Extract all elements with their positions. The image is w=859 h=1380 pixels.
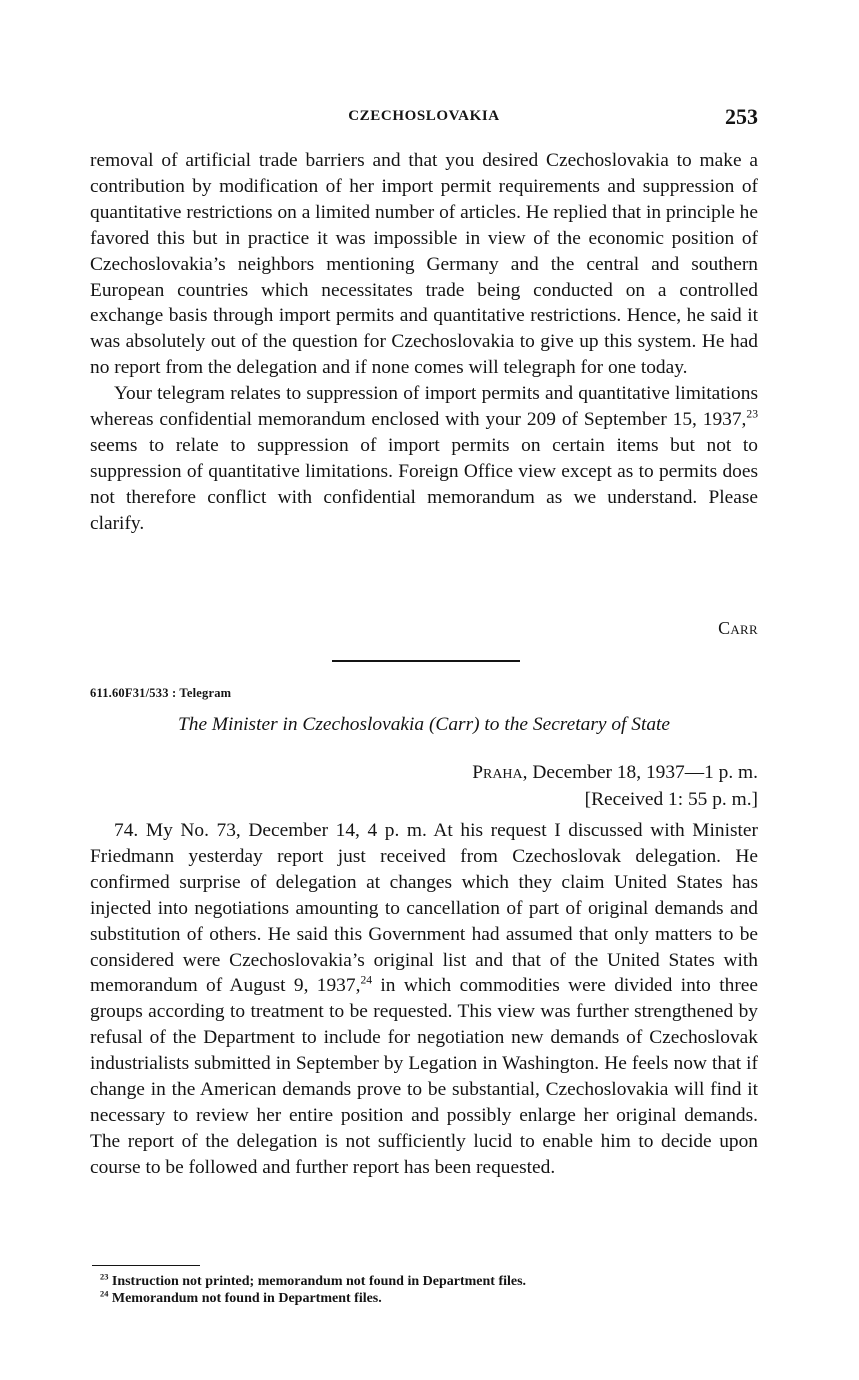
dateline-place: Praha <box>472 762 523 783</box>
dateline-date: , December 18, 1937—1 p. m. <box>522 762 758 783</box>
clarification-paragraph <box>90 381 758 536</box>
paragraph-text: 74. My No. 73, December 14, 4 p. m. At his request I discussed with Minister Friedmann yesterday report just received from Czechoslovak delegation. He confirmed surprise of delegation at changes which they claim United States has injected into negotiations amounting to cancellation of part of original demands and substitution of others. He said this Government had assumed that only matters to be considered were Czechoslovakia’s original list and that of the United States with memorandum of August 9, 1937, <box>90 820 758 997</box>
paragraph-text: seems to relate to suppression of import permits on certain items but not to suppression of quantitative limitations. Foreign Office view except as to permits does not therefore conflict with confidential memorandum as we understand. Please clarify. <box>90 434 758 534</box>
continuation-paragraph: removal of artificial trade barriers and that you desired Czechoslovakia to make a contribution by modification of her import permit requirements and suppression of quantitative restrictions on a limited number of articles. He replied that in principle he favored this but in practice it was impossible in view of the economic position of Czechoslovakia’s neighbors mentioning Germany and the central and southern European countries which necessitates trade being conducted on a controlled exchange basis through import permits and quantitative restrictions. Hence, he said it was absolutely out of the question for Czechoslovakia to give up this system. He had no report from the delegation and if none comes will telegraph for one today. <box>90 150 758 379</box>
footnote-text: Instruction not printed; memorandum not found in Department files. <box>111 1274 527 1289</box>
signature: Carr <box>718 618 758 638</box>
footnotes <box>100 1273 526 1307</box>
running-head <box>90 104 758 134</box>
page-number: 253 <box>725 104 758 129</box>
running-title: CZECHOSLOVAKIA <box>348 108 500 124</box>
footnote-reference: 23 <box>746 407 758 421</box>
telegram-paragraph <box>90 818 758 1181</box>
footnote-text: Memorandum not found in Department files. <box>111 1291 382 1306</box>
document-title: The Minister in Czechoslovakia (Carr) to the Secretary of State <box>177 714 671 735</box>
dateline <box>472 762 758 784</box>
file-reference: 611.60F31/533 : Telegram <box>90 686 232 700</box>
footnote-reference: 24 <box>360 973 373 987</box>
received-note: [Received 1: 55 p. m.] <box>584 789 758 810</box>
footnote-mark: 24 <box>100 1289 109 1299</box>
footnote-divider <box>92 1265 200 1266</box>
continuation-text <box>90 148 758 537</box>
paragraph-text: Your telegram relates to suppression of import permits and quantitative limitations whereas confidential memorandum enclosed with your 209 of September 15, 1937, <box>90 383 758 431</box>
paragraph-text: in which commodities were divided into three groups according to treatment to be requested. This view was further strengthened by refusal of the Department to include for negotiation new demands of Czechoslovak industrialists submitted in September by Legation in Washington. He feels now that if change in the American demands prove to be substantial, Czechoslovakia will find it necessary to review her entire position and possibly enlarge her original demands. The report of the delegation is not sufficiently lucid to enable him to decide upon course to be followed and further report has been requested. <box>90 975 758 1178</box>
footnote-mark: 23 <box>100 1272 109 1282</box>
telegram-text <box>90 818 758 1181</box>
section-divider <box>332 660 520 662</box>
footnote <box>100 1290 526 1307</box>
footnote <box>100 1273 526 1290</box>
